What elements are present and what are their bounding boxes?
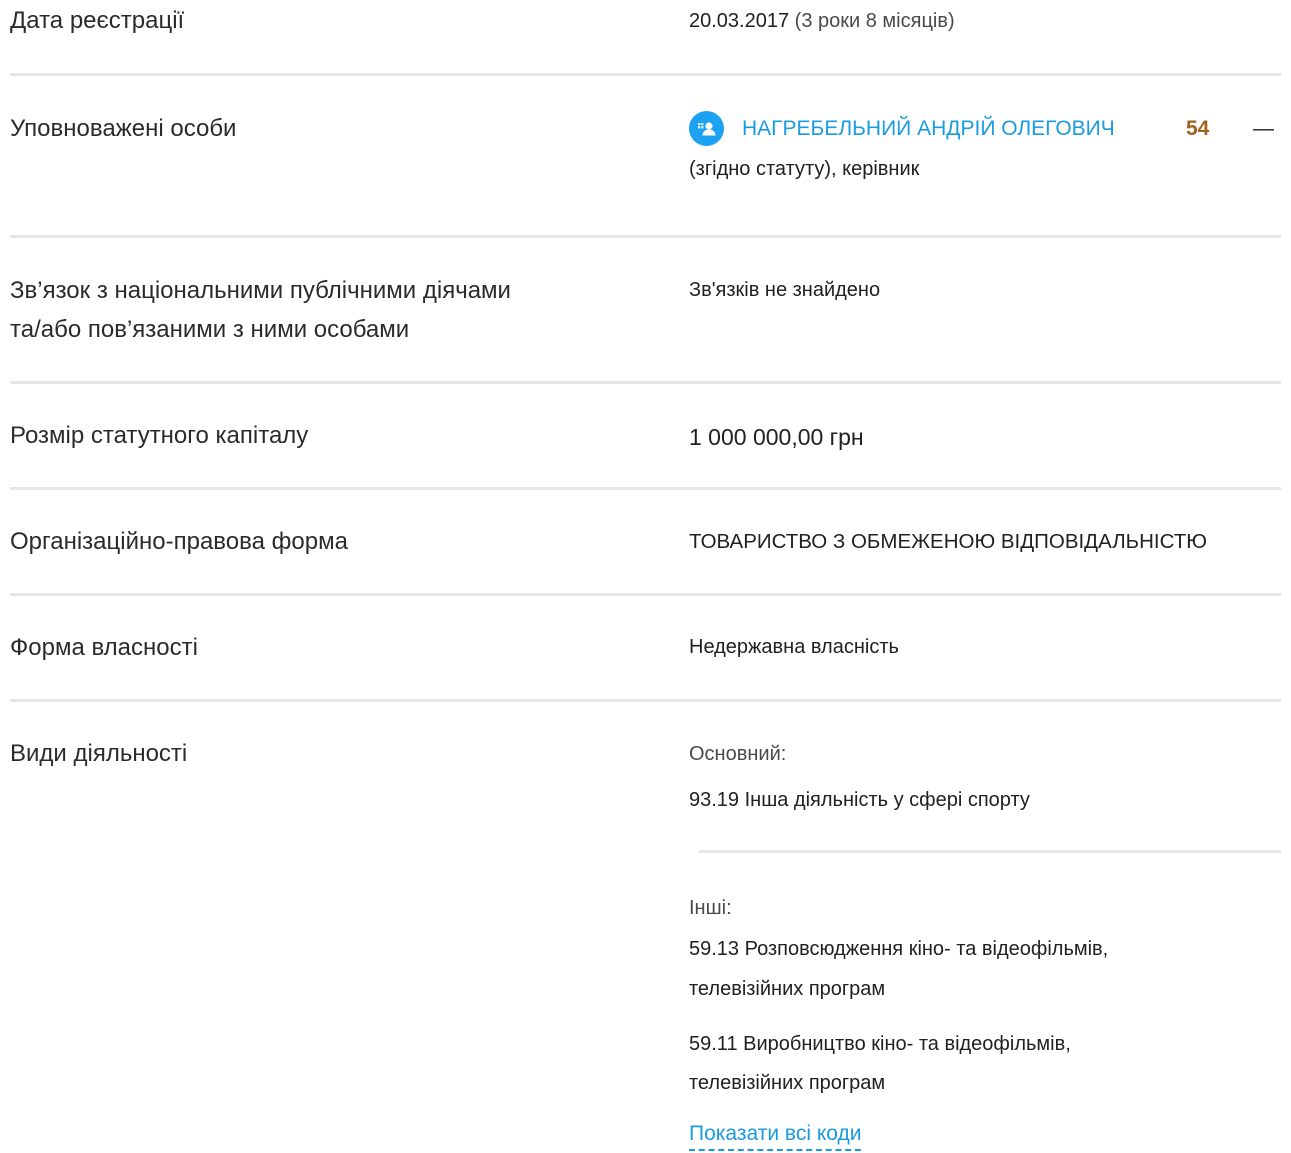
activity-item-line: 59.11 Виробництво кіно- та відеофільмів, bbox=[689, 1033, 1071, 1055]
main-activity-label: Основний: bbox=[689, 743, 787, 765]
pep-connection-label-line1: Зв’язок з національними публічними діячами bbox=[10, 277, 511, 304]
ownership-label: Форма власності bbox=[10, 634, 198, 661]
registration-age: (3 роки 8 місяців) bbox=[794, 10, 955, 32]
activity-item-line: телевізійних програм bbox=[689, 1072, 886, 1094]
legal-form-label: Організаційно-правова форма bbox=[10, 528, 348, 555]
capital-label: Розмір статутного капіталу bbox=[10, 422, 309, 449]
person-name-link[interactable]: НАГРЕБЕЛЬНИЙ АНДРІЙ ОЛЕГОВИЧ bbox=[742, 117, 1115, 140]
registration-date-label: Дата реєстрації bbox=[10, 7, 185, 34]
other-activities-label: Інші: bbox=[689, 897, 732, 919]
divider bbox=[10, 235, 1281, 238]
person-dash: — bbox=[1253, 117, 1274, 140]
divider bbox=[10, 699, 1281, 702]
pep-connection-label-line2: та/або пов’язаними з ними особами bbox=[10, 316, 410, 343]
ownership-value: Недержавна власність bbox=[689, 636, 899, 658]
activity-item-line: телевізійних програм bbox=[689, 978, 886, 1000]
person-age: 54 bbox=[1186, 117, 1210, 140]
capital-value: 1 000 000,00 грн bbox=[689, 424, 864, 450]
registration-date-value bbox=[689, 8, 955, 34]
pep-connection-value: Зв'язків не знайдено bbox=[689, 279, 881, 301]
person-icon bbox=[689, 111, 724, 146]
show-all-codes-link[interactable]: Показати всі коди bbox=[689, 1120, 861, 1151]
activity-item-line: 59.13 Розповсюдження кіно- та відеофільмів, bbox=[689, 938, 1109, 960]
main-activity-item: 93.19 Інша діяльність у сфері спорту bbox=[689, 789, 1030, 811]
authorized-persons-label: Уповноважені особи bbox=[10, 115, 237, 142]
registration-date: 20.03.2017 bbox=[689, 10, 790, 32]
person-role: (згідно статуту), керівник bbox=[689, 158, 920, 180]
divider bbox=[10, 381, 1281, 384]
activities-label: Види діяльності bbox=[10, 740, 188, 767]
divider bbox=[10, 73, 1281, 76]
legal-form-value: ТОВАРИСТВО З ОБМЕЖЕНОЮ ВІДПОВІДАЛЬНІСТЮ bbox=[689, 530, 1207, 553]
divider bbox=[10, 593, 1281, 596]
divider bbox=[699, 850, 1281, 853]
divider bbox=[10, 487, 1281, 490]
